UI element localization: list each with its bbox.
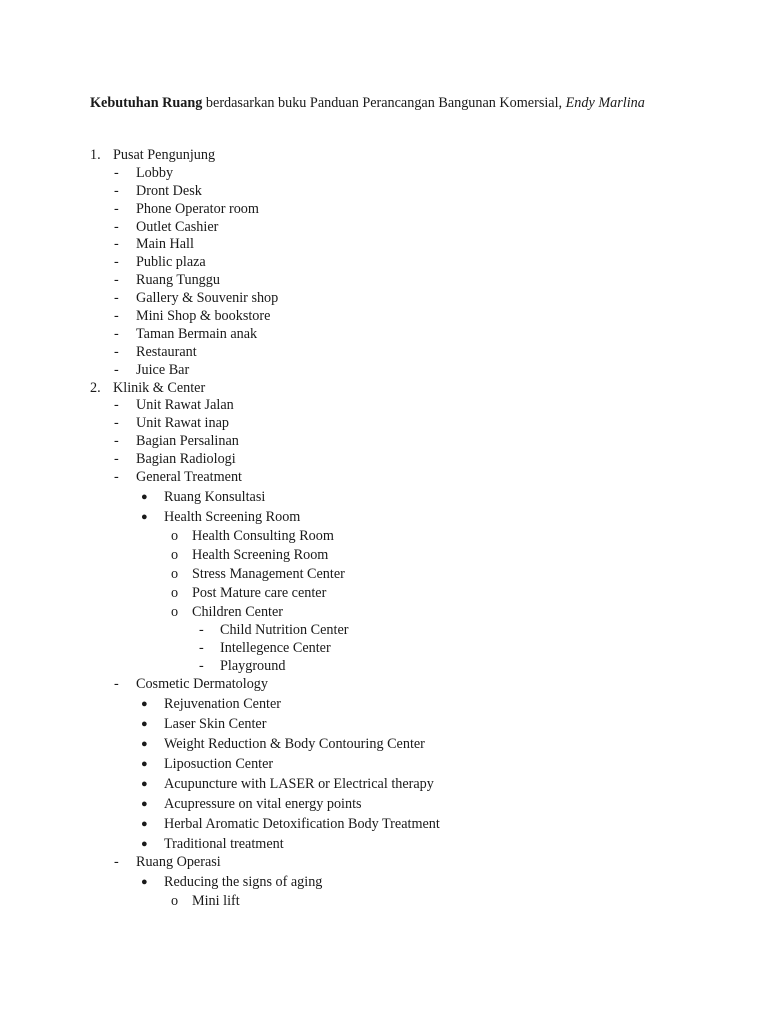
list-item: - Bagian Radiologi xyxy=(114,451,236,468)
list-item: - Ruang Tunggu xyxy=(114,272,220,289)
circle-marker: o xyxy=(171,527,179,544)
list-item: - Gallery & Souvenir shop xyxy=(114,290,279,307)
bullet-icon: ● xyxy=(141,875,148,888)
list-item: - Bagian Persalinan xyxy=(114,433,239,450)
dash-marker: - xyxy=(114,254,119,271)
bullet-icon: ● xyxy=(141,777,148,790)
sub-item: o Health Screening Room xyxy=(0,546,768,565)
section-number: 1. xyxy=(90,147,101,163)
list-item: - Outlet Cashier xyxy=(114,218,219,235)
bullet-icon: ● xyxy=(141,697,148,710)
bullet-item: ● Liposuction Center xyxy=(141,755,274,772)
dash-marker: - xyxy=(114,415,119,432)
dash-marker: - xyxy=(114,272,119,289)
bullet-item: ● Ruang Konsultasi xyxy=(141,488,266,505)
bullet-item: ● Herbal Aromatic Detoxification Body Treatment xyxy=(141,815,440,832)
nested-item: - Playground xyxy=(199,658,286,675)
section-number: 2. xyxy=(90,379,101,396)
dash-marker: - xyxy=(114,469,119,486)
dash-marker: - xyxy=(114,290,119,307)
bullet-icon: ● xyxy=(141,757,148,770)
list-item: - Unit Rawat inap xyxy=(114,415,229,432)
bullet-item: ● Acupressure on vital energy points xyxy=(141,795,362,812)
bullet-icon: ● xyxy=(141,737,148,750)
bullet-item: ● Laser Skin Center xyxy=(141,715,267,732)
section-1 xyxy=(0,147,768,165)
bullet-icon: ● xyxy=(141,717,148,730)
bullet-item: ● Traditional treatment xyxy=(141,835,284,852)
list-item: - Taman Bermain anak xyxy=(114,325,258,342)
dash-marker: - xyxy=(114,200,119,217)
list-item-ruang-operasi: - Ruang Operasi xyxy=(114,853,221,870)
sub-item: o Health Consulting Room xyxy=(0,527,768,546)
circle-marker: o xyxy=(171,892,179,909)
list-item: - Unit Rawat Jalan xyxy=(114,397,234,414)
dash-marker: - xyxy=(114,676,119,693)
bullet-item: ● Rejuvenation Center xyxy=(141,695,282,712)
document-heading xyxy=(90,93,650,113)
list-item-cosmetic-dermatology: - Cosmetic Dermatology xyxy=(114,676,268,693)
circle-marker: o xyxy=(171,566,179,583)
heading-italic: Endy Marlina xyxy=(565,95,645,111)
sub-item: o Mini lift xyxy=(0,892,768,911)
list-item: - Main Hall xyxy=(114,236,194,253)
dash-marker: - xyxy=(114,343,119,360)
dash-marker: - xyxy=(114,433,119,450)
nested-item: - Child Nutrition Center xyxy=(199,622,349,639)
list-item: - Restaurant xyxy=(114,343,197,360)
dash-marker: - xyxy=(114,236,119,253)
dash-marker: - xyxy=(114,182,119,199)
nested-item: - Intellegence Center xyxy=(199,640,331,657)
outline-list xyxy=(0,147,768,911)
circle-marker: o xyxy=(171,547,179,564)
dash-marker: - xyxy=(199,640,204,657)
dash-marker: - xyxy=(199,622,204,639)
bullet-item: ● Weight Reduction & Body Contouring Center xyxy=(141,735,425,752)
dash-marker: - xyxy=(114,451,119,468)
dash-marker: - xyxy=(114,325,119,342)
list-item-general-treatment: - General Treatment xyxy=(114,469,242,486)
bullet-item: ● Health Screening Room xyxy=(141,508,301,525)
bullet-item: ● Reducing the signs of aging xyxy=(141,873,323,890)
heading-normal: berdasarkan buku Panduan Perancangan Bangunan Komersial, xyxy=(202,95,566,111)
bullet-icon: ● xyxy=(141,837,148,850)
list-item: - Dront Desk xyxy=(114,182,202,199)
dash-marker: - xyxy=(199,658,204,675)
circle-marker: o xyxy=(171,585,179,602)
sub-item: o Stress Management Center xyxy=(0,565,768,584)
list-item: - Public plaza xyxy=(114,254,206,271)
bullet-item: ● Acupuncture with LASER or Electrical therapy xyxy=(141,775,434,792)
dash-marker: - xyxy=(114,164,119,181)
circle-marker: o xyxy=(171,604,179,621)
dash-marker: - xyxy=(114,361,119,378)
section-title: Pusat Pengunjung xyxy=(113,147,216,163)
bullet-icon: ● xyxy=(141,510,148,523)
list-item: - Juice Bar xyxy=(114,361,190,378)
list-item: - Lobby xyxy=(114,164,174,181)
list-item: - Phone Operator room xyxy=(114,200,259,217)
bullet-icon: ● xyxy=(141,797,148,810)
dash-marker: - xyxy=(114,308,119,325)
dash-marker: - xyxy=(114,218,119,235)
section-2 xyxy=(0,380,768,398)
heading-bold: Kebutuhan Ruang xyxy=(90,95,203,111)
dash-marker: - xyxy=(114,853,119,870)
bullet-icon: ● xyxy=(141,490,148,503)
list-item: - Mini Shop & bookstore xyxy=(114,308,271,325)
bullet-icon: ● xyxy=(141,817,148,830)
sub-item: o Post Mature care center xyxy=(0,584,768,603)
dash-marker: - xyxy=(114,397,119,414)
sub-item: o Children Center xyxy=(0,603,768,622)
section-title: Klinik & Center xyxy=(113,379,206,396)
